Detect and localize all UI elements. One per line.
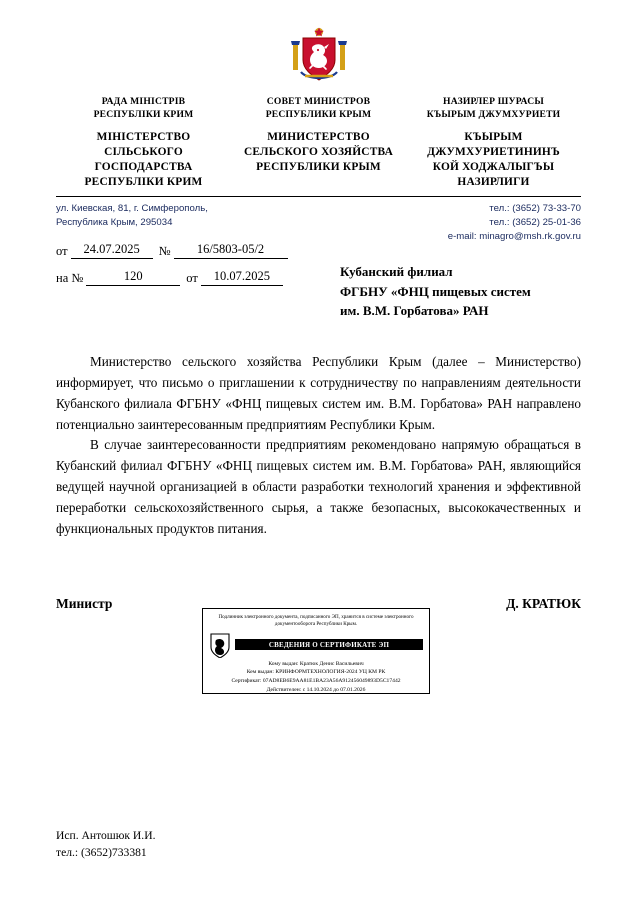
stamp-top-note: Подлинник электронного документа, подписанного ЭП, хранится в системе электронного документооборота Республики Крым. [218, 614, 414, 627]
email-address: e-mail: minagro@msh.rk.gov.ru [447, 230, 581, 242]
crimea-emblem-small-icon [209, 632, 231, 658]
contact-bar [56, 196, 581, 244]
letter-body [56, 352, 581, 540]
header-column-ukrainian [56, 96, 231, 190]
gov-name-crimean-tatar: НАЗИРЛЕР ШУРАСЫ КЪЫРЫМ ДЖУМХУРИЕТИ [426, 96, 561, 120]
executor-block [56, 828, 155, 862]
executor-phone: тел.: (3652)733381 [56, 845, 147, 859]
outgoing-date-label: от [56, 244, 68, 258]
gov-name-ukrainian: РАДА МІНІСТРІВ РЕСПУБЛІКИ КРИМ [93, 96, 194, 120]
executor-name: Исп. Антошюк И.И. [56, 829, 156, 842]
stamp-validity: Действителен: с 14.10.2024 до 07.01.2026 [266, 686, 366, 693]
addressee-line-2: ФГБНУ «ФНЦ пищевых систем [340, 283, 531, 299]
gov-name-russian: СОВЕТ МИНИСТРОВ РЕСПУБЛИКИ КРЫМ [265, 96, 372, 120]
body-paragraph-2: В случае заинтересованности предприятиям рекомендовано напрямую обращаться в Кубанский филиал ФГБНУ «ФНЦ пищевых систем им. В.М. Горбатова» РАН, являющийся ведущей научной организацией в области разработки технологий хранения и эффективной переработки сельскохозяйственного сырья, а также безопасных, высококачественных и функциональных продуктов питания. [56, 437, 581, 536]
outgoing-number-value: 16/5803-05/2 [174, 242, 288, 259]
header-column-russian [231, 96, 406, 175]
ministry-name-ukrainian: МІНІСТЕРСТВО СІЛЬСЬКОГО ГОСПОДАРСТВА РЕСПУБЛІКИ КРИМ [84, 131, 203, 188]
incoming-date-value: 10.07.2025 [201, 269, 283, 286]
stamp-serial: Сертификат: 07AD8EB6E9AA81E1BA23A56A912456049893D5C17442 [231, 678, 401, 685]
stamp-title-wrap [235, 639, 423, 650]
stamp-issuer: Кем выдан: КРИНФОРМТЕХНОЛОГИЯ-2024 УЦ КМ РК [246, 669, 386, 676]
body-paragraph-1: Министерство сельского хозяйства Республики Крым (далее – Министерство) информирует, что письмо о приглашении к сотрудничеству по направлениям деятельности Кубанского филиала ФГБНУ «ФНЦ пищевых систем им. В.М. Горбатова» РАН направлено потенциально заинтересованным предприятиям Республики Крым. [56, 354, 581, 432]
address-line-2: Республика Крым, 295034 [56, 216, 173, 228]
digital-signature-stamp [202, 608, 430, 694]
outgoing-date-value: 24.07.2025 [71, 242, 153, 259]
incoming-number-value: 120 [86, 269, 180, 286]
signer-name: Д. КРАТЮК [506, 596, 581, 611]
emblem-container [0, 26, 637, 95]
addressee-block [340, 262, 590, 321]
header-column-crimean-tatar [406, 96, 581, 190]
address-line-1: ул. Киевская, 81, г. Симферополь, [56, 203, 208, 214]
header-ministry-names [56, 96, 581, 190]
outgoing-number-label: № [158, 244, 171, 258]
signer-position: Министр [56, 596, 113, 611]
stamp-title: СВЕДЕНИЯ О СЕРТИФИКАТЕ ЭП [235, 639, 423, 650]
stamp-body [209, 632, 423, 658]
stamp-certificate-details [209, 660, 423, 695]
outgoing-reference-line [56, 243, 356, 259]
addressee-line-3: им. В.М. Горбатова» РАН [340, 303, 489, 318]
reference-block [56, 243, 356, 297]
ministry-name-russian: МИНИСТЕРСТВО СЕЛЬСКОГО ХОЗЯЙСТВА РЕСПУБЛИКИ КРЫМ [243, 131, 394, 173]
contact-details [448, 202, 581, 244]
phone-1: тел.: (3652) 73-33-70 [489, 203, 581, 214]
ministry-name-crimean-tatar: КЪЫРЫМ ДЖУМХУРИЕТИНИНЪ КОЙ ХОДЖАЛЫГЪЫ НАЗИРЛИГИ [427, 131, 560, 188]
stamp-owner: Кому выдан: Кратюк Денис Васильевич [268, 660, 364, 667]
contact-address [56, 202, 208, 244]
incoming-date-label: от [186, 271, 198, 285]
incoming-number-label: на № [56, 271, 84, 285]
phone-2: тел.: (3652) 25-01-36 [489, 216, 581, 228]
addressee-line-1: Кубанский филиал [340, 264, 453, 279]
incoming-reference-line [56, 270, 356, 286]
coat-of-arms-crimea-icon [287, 26, 351, 90]
